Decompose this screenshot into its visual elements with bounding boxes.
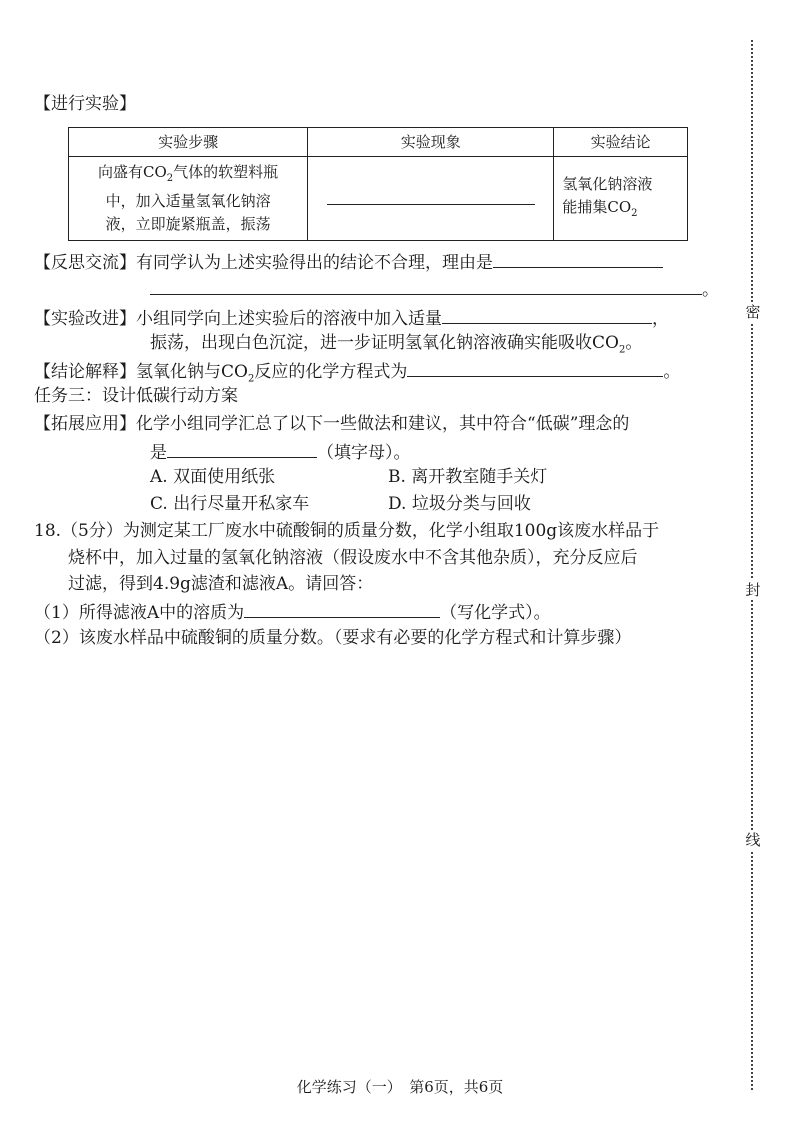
improve-line-2: 振荡，出现白色沉淀，进一步证明氢氧化钠溶液确实能吸收$CO_2$。 — [150, 333, 643, 356]
option-a: A. 双面使用纸张 — [150, 467, 276, 487]
conclusion-cell: 氢氧化钠溶液 能捕集$CO_2$ — [554, 157, 688, 241]
answer-blank[interactable] — [442, 305, 652, 324]
experiment-table — [68, 127, 688, 241]
dotted-divider — [751, 40, 753, 1090]
table-row — [69, 157, 688, 241]
answer-blank[interactable] — [150, 276, 702, 295]
conclusion-explain-line: 【结论解释】氢氧化钠与$CO_2$反应的化学方程式为 。 — [34, 358, 680, 391]
seal-char: 密 — [745, 303, 761, 321]
table-header-row — [69, 128, 688, 157]
q18-line-2: 烧杯中，加入过量的氢氧化钠溶液（假设废水中不含其他杂质），充分反应后 — [68, 548, 638, 568]
option-c: C. 出行尽量开私家车 — [150, 494, 310, 514]
step-cell: 向盛有$CO_2$气体的软塑料瓶 中，加入适量氢氧化钠溶 液，立即旋紧瓶盖，振荡 — [69, 157, 308, 241]
extend-line-2: 是 （填字母）。 — [150, 439, 411, 465]
table-header: 实验现象 — [308, 128, 554, 157]
extend-line: 【拓展应用】化学小组同学汇总了以下一些做法和建议，其中符合“低碳”理念的 — [34, 414, 630, 434]
answer-blank[interactable] — [407, 358, 663, 377]
seal-line — [744, 40, 764, 1090]
answer-blank[interactable] — [167, 439, 317, 458]
q18-line-3: 过滤，得到4.9g滤渣和滤液A。请回答： — [68, 574, 374, 594]
seal-char: 封 — [745, 581, 761, 599]
page-footer: 化学练习（一） 第6页，共6页 — [296, 1078, 504, 1096]
table-header: 实验步骤 — [69, 128, 308, 157]
task3-heading: 任务三：设计低碳行动方案 — [34, 386, 238, 406]
table-header: 实验结论 — [554, 128, 688, 157]
answer-blank[interactable] — [493, 249, 663, 268]
option-b: B. 离开教室随手关灯 — [388, 467, 548, 487]
reflect-line-2: 。 — [150, 276, 719, 302]
q18-sub-2: （2）该废水样品中硫酸铜的质量分数。（要求有必要的化学方程式和计算步骤） — [34, 628, 632, 648]
q18-line-1: 18.（5分）为测定某工厂废水中硫酸铜的质量分数，化学小组取100g该废水样品于 — [34, 521, 660, 541]
section-title: 【进行实验】 — [34, 94, 136, 114]
answer-blank[interactable] — [327, 186, 535, 205]
seal-char: 线 — [745, 831, 761, 849]
phenomenon-cell — [308, 157, 554, 241]
reflect-line: 【反思交流】有同学认为上述实验得出的结论不合理，理由是 — [34, 249, 663, 275]
option-d: D. 垃圾分类与回收 — [388, 494, 531, 514]
q18-sub-1: （1）所得滤液A中的溶质为 （写化学式）。 — [34, 599, 551, 625]
answer-blank[interactable] — [244, 599, 440, 618]
improve-line: 【实验改进】小组同学向上述实验后的溶液中加入适量 ， — [34, 305, 669, 331]
